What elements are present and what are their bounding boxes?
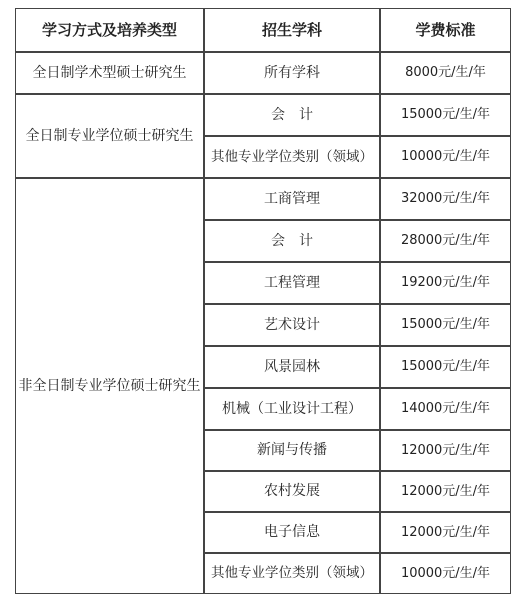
subject-cell: 所有学科: [204, 52, 380, 94]
subject-cell: 艺术设计: [204, 304, 380, 346]
group-mode-cell: 全日制学术型硕士研究生: [15, 52, 204, 94]
fee-cell: 14000元/生/年: [380, 388, 511, 430]
header-mode: 学习方式及培养类型: [15, 8, 204, 52]
header-fee: 学费标准: [380, 8, 511, 52]
fee-cell: 12000元/生/年: [380, 512, 511, 553]
group-mode-cell: 全日制专业学位硕士研究生: [15, 94, 204, 178]
subject-cell: 电子信息: [204, 512, 380, 553]
subject-cell: 会计: [204, 94, 380, 136]
tuition-table: [15, 8, 511, 594]
subject-cell: 工程管理: [204, 262, 380, 304]
fee-cell: 10000元/生/年: [380, 553, 511, 594]
subject-cell: 会计: [204, 220, 380, 262]
subject-cell: 其他专业学位类别（领域）: [204, 136, 380, 178]
subject-cell: 风景园林: [204, 346, 380, 388]
subject-cell: 工商管理: [204, 178, 380, 220]
fee-cell: 32000元/生/年: [380, 178, 511, 220]
header-subject: 招生学科: [204, 8, 380, 52]
fee-cell: 15000元/生/年: [380, 94, 511, 136]
subject-cell: 机械（工业设计工程）: [204, 388, 380, 430]
fee-cell: 19200元/生/年: [380, 262, 511, 304]
fee-cell: 28000元/生/年: [380, 220, 511, 262]
fee-cell: 15000元/生/年: [380, 346, 511, 388]
fee-cell: 10000元/生/年: [380, 136, 511, 178]
fee-cell: 8000元/生/年: [380, 52, 511, 94]
fee-cell: 12000元/生/年: [380, 471, 511, 512]
subject-cell: 其他专业学位类别（领域）: [204, 553, 380, 594]
subject-cell: 新闻与传播: [204, 430, 380, 471]
subject-cell: 农村发展: [204, 471, 380, 512]
fee-cell: 12000元/生/年: [380, 430, 511, 471]
fee-cell: 15000元/生/年: [380, 304, 511, 346]
group-mode-cell: 非全日制专业学位硕士研究生: [15, 178, 204, 594]
